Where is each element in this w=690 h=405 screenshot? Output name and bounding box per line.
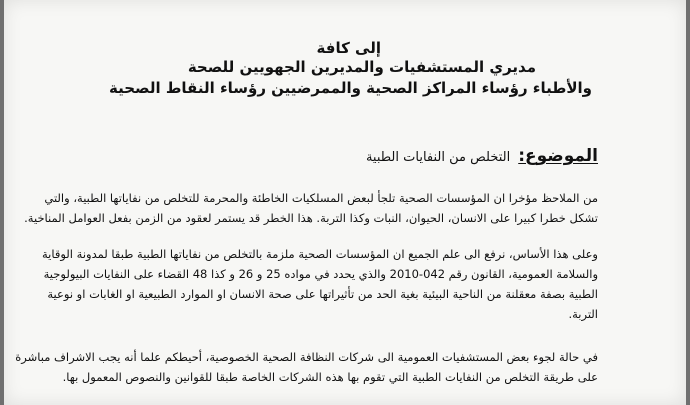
paragraph-1	[24, 188, 598, 228]
subject-label: الموضوع:	[518, 146, 598, 166]
paragraph-1-line-2: تشكل خطرا كبيرا على الانسان، الحيوان، النبات وكذا التربة. هذا الخطر قد يستمر لعقود من الزمن بفعل العوامل المناخية.	[24, 211, 598, 225]
paragraph-2-line-1: وعلى هذا الأساس، نرفع الى علم الجميع ان المؤسسات الصحية ملزمة بالتخلص من نفاياتها الطبية طبقا لمدونة الوقاية	[42, 247, 598, 261]
paragraph-2-line-3: الطبية بصفة معقلنة من الناحية البيئية بغية الحد من تأثيراتها على صحة الانسان او الموارد الطبيعية او الغابات او نوعية	[47, 287, 598, 301]
paragraph-3-line-2: على طريقة التخلص من النفايات الطبية التي تقوم بها هذه الشركات الخاصة طبقا للقوانين والنصوص المعمول بها.	[62, 370, 598, 384]
address-line-3: والأطباء رؤساء المراكز الصحية والممرضيين رؤساء النقاط الصحية	[109, 79, 592, 97]
address-line-2: مديري المستشفيات والمديرين الجهويين للصحة	[187, 58, 536, 76]
paragraph-1-line-1: من الملاحظ مؤخرا ان المؤسسات الصحية تلجأ لبعض المسلكيات الخاطئة والمحرمة للتخلص من نفاياتها الطبية، والتي	[44, 191, 598, 205]
paragraph-2-line-4: التربة.	[568, 307, 598, 321]
address-line-1: إلى كافة	[316, 39, 381, 57]
subject-text: التخلص من النفايات الطبية	[365, 150, 511, 165]
paragraph-2-line-2: والسلامة العمومية، القانون رقم 042-2010 والذي يحدد في مواده 25 و 26 و كذا 48 القضاء على النفايات البيولوجية	[43, 267, 598, 281]
paragraph-2	[42, 244, 598, 324]
document-page	[4, 0, 686, 405]
paragraph-3-line-1: في حالة لجوء بعض المستشفيات العمومية الى شركات النظافة الصحية الخصوصية، أحيطكم علما أنه يجب الاشراف مباشرة	[15, 350, 598, 364]
paragraph-3	[15, 347, 598, 387]
subject-line	[366, 146, 598, 166]
